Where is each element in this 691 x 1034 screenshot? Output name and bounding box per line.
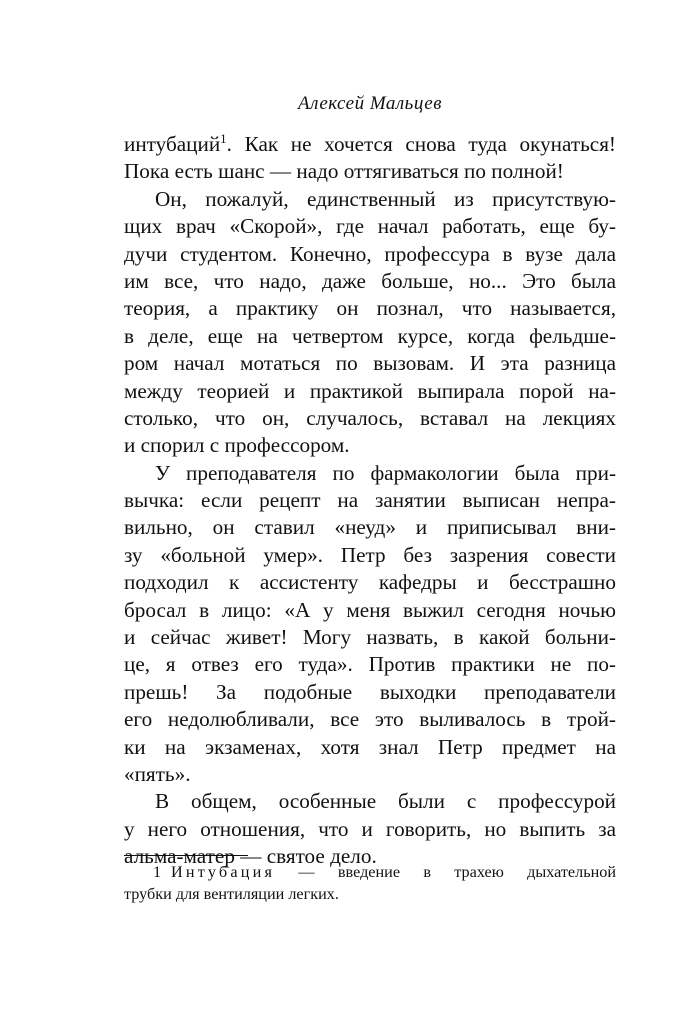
footnote-number: 1 [153,863,162,881]
footnote [124,862,616,905]
running-header-author: Алексей Мальцев [298,93,442,114]
text-line: в деле, еще на четвертом курсе, когда фельдше- [124,323,616,348]
footnote-separator [124,855,248,856]
text-line: бросал в лицо: «А у меня выжил сегодня ночью [124,597,616,622]
text-line: и сейчас живет! Могу назвать, в какой больни- [124,625,616,650]
text-line: це, я отвез его туда». Против практики не по- [124,652,616,677]
text-line: и спорил с профессором. [124,433,350,458]
text-line: ром начал мотаться по вызовам. И эта разница [124,351,616,376]
text-line: зу «больной умер». Петр без зазрения совести [124,542,616,567]
footnote-term: Интубация [171,863,276,881]
text-line: вильно, он ставил «неуд» и приписывал вни- [124,515,616,540]
footnote-line: 1 Интубация — введение в трахею дыхательной [124,862,616,884]
text-line: вычка: если рецепт на занятии выписан непра- [124,488,616,513]
paragraph-first-line: У преподавателя по фармакологии была при- [155,460,616,485]
text-line: дучи студентом. Конечно, профессура в вузе дала [124,241,616,266]
text-line: интубаций$^1$. Как не хочется снова туда окунаться! [124,131,616,156]
text-line: Пока есть шанс — надо оттягиваться по полной! [124,159,564,184]
footnote-line: трубки для вентиляции легких. [124,884,339,903]
text-line: ки на экзаменах, хотя знал Петр предмет на [124,734,616,759]
text-line: альма-матер — святое дело. [124,844,377,869]
text-line: им все, что надо, даже больше, но... Это была [124,268,616,293]
body-text [124,131,616,871]
footnote-reference: 1 [220,131,227,146]
text-line: столько, что он, случалось, вставал на лекциях [124,405,616,430]
text-line: между теорией и практикой выпирала порой на- [124,378,616,403]
text-line: щих врач «Скорой», где начал работать, еще бу- [124,214,616,239]
text-line: подходил к ассистенту кафедры и бесстрашно [124,570,616,595]
text-line: его недолюбливали, все это выливалось в трой- [124,707,616,732]
text-line: «пять». [124,761,191,786]
text-line: у него отношения, что и говорить, но выпить за [124,816,616,841]
text-line: прешь! За подобные выходки преподаватели [124,679,616,704]
paragraph-first-line: В общем, особенные были с профессурой [155,789,616,814]
text-line: теория, а практику он познал, что называется, [124,296,616,321]
paragraph-first-line: Он, пожалуй, единственный из присутствую- [155,186,616,211]
